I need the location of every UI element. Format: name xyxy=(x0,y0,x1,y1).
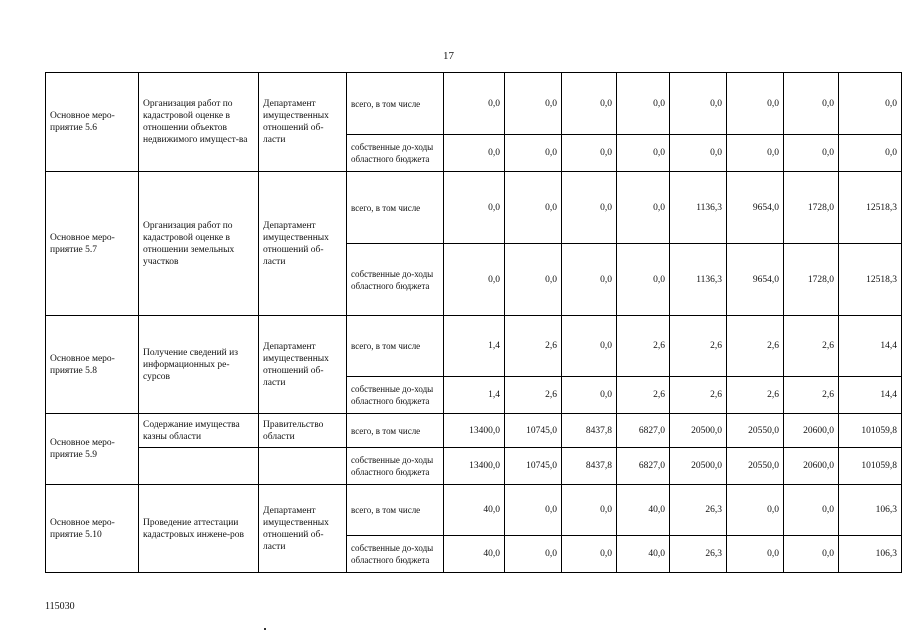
event-name-cell-empty xyxy=(139,448,259,485)
department-cell: Правительство области xyxy=(259,414,347,448)
value-cell: 0,0 xyxy=(670,73,727,135)
footer-code: 115030 xyxy=(45,601,75,612)
value-cell: 26,3 xyxy=(670,536,727,573)
value-cell: 0,0 xyxy=(784,135,839,172)
event-name-cell: Содержание имущества казны области xyxy=(139,414,259,448)
value-cell: 20550,0 xyxy=(727,448,784,485)
department-cell-empty xyxy=(259,448,347,485)
table-row xyxy=(46,172,902,244)
value-cell: 10745,0 xyxy=(505,448,562,485)
value-cell: 8437,8 xyxy=(562,448,617,485)
value-cell: 12518,3 xyxy=(839,244,902,316)
event-cell: Основное меро-приятие 5.9 xyxy=(46,414,139,485)
value-cell: 0,0 xyxy=(784,485,839,536)
event-name-cell: Получение сведений из информационных ре-сурсов xyxy=(139,316,259,414)
value-cell: 0,0 xyxy=(562,485,617,536)
value-cell: 20500,0 xyxy=(670,448,727,485)
table-body xyxy=(46,73,902,573)
value-cell: 0,0 xyxy=(617,73,670,135)
value-cell: 40,0 xyxy=(617,485,670,536)
value-cell: 0,0 xyxy=(784,536,839,573)
value-cell: 0,0 xyxy=(562,536,617,573)
value-cell: 2,6 xyxy=(505,316,562,377)
value-cell: 0,0 xyxy=(617,244,670,316)
value-cell: 6827,0 xyxy=(617,448,670,485)
value-cell: 26,3 xyxy=(670,485,727,536)
value-cell: 0,0 xyxy=(505,244,562,316)
value-cell: 0,0 xyxy=(784,73,839,135)
funding-type-cell: всего, в том числе xyxy=(347,316,444,377)
value-cell: 6827,0 xyxy=(617,414,670,448)
value-cell: 12518,3 xyxy=(839,172,902,244)
budget-table xyxy=(45,72,902,573)
value-cell: 0,0 xyxy=(727,536,784,573)
department-cell: Департамент имущественных отношений об-ласти xyxy=(259,485,347,573)
table-row xyxy=(46,485,902,536)
value-cell: 0,0 xyxy=(505,536,562,573)
value-cell: 0,0 xyxy=(505,172,562,244)
value-cell: 0,0 xyxy=(839,73,902,135)
funding-type-cell: собственные до-ходы областного бюджета xyxy=(347,377,444,414)
value-cell: 14,4 xyxy=(839,377,902,414)
value-cell: 1728,0 xyxy=(784,244,839,316)
value-cell: 40,0 xyxy=(444,485,505,536)
value-cell: 40,0 xyxy=(617,536,670,573)
department-cell: Департамент имущественных отношений об-ласти xyxy=(259,172,347,316)
event-cell: Основное меро-приятие 5.8 xyxy=(46,316,139,414)
funding-type-cell: всего, в том числе xyxy=(347,485,444,536)
page-number: 17 xyxy=(443,50,454,62)
table-row xyxy=(46,73,902,135)
value-cell: 0,0 xyxy=(562,316,617,377)
value-cell: 1136,3 xyxy=(670,244,727,316)
value-cell: 0,0 xyxy=(727,135,784,172)
funding-type-cell: собственные до-ходы областного бюджета xyxy=(347,244,444,316)
funding-type-cell: собственные до-ходы областного бюджета xyxy=(347,536,444,573)
value-cell: 1,4 xyxy=(444,377,505,414)
event-cell: Основное меро-приятие 5.7 xyxy=(46,172,139,316)
value-cell: 0,0 xyxy=(727,485,784,536)
value-cell: 101059,8 xyxy=(839,414,902,448)
value-cell: 0,0 xyxy=(562,377,617,414)
value-cell: 2,6 xyxy=(784,377,839,414)
funding-type-cell: собственные до-ходы областного бюджета xyxy=(347,135,444,172)
value-cell: 2,6 xyxy=(617,377,670,414)
value-cell: 1,4 xyxy=(444,316,505,377)
value-cell: 0,0 xyxy=(617,172,670,244)
value-cell: 2,6 xyxy=(727,316,784,377)
value-cell: 1136,3 xyxy=(670,172,727,244)
event-cell: Основное меро-приятие 5.6 xyxy=(46,73,139,172)
value-cell: 2,6 xyxy=(670,377,727,414)
value-cell: 9654,0 xyxy=(727,244,784,316)
value-cell: 0,0 xyxy=(562,73,617,135)
value-cell: 20550,0 xyxy=(727,414,784,448)
value-cell: 0,0 xyxy=(444,135,505,172)
value-cell: 10745,0 xyxy=(505,414,562,448)
value-cell: 14,4 xyxy=(839,316,902,377)
value-cell: 40,0 xyxy=(444,536,505,573)
funding-type-cell: собственные до-ходы областного бюджета xyxy=(347,448,444,485)
value-cell: 2,6 xyxy=(670,316,727,377)
value-cell: 1728,0 xyxy=(784,172,839,244)
value-cell: 13400,0 xyxy=(444,448,505,485)
value-cell: 0,0 xyxy=(562,135,617,172)
event-name-cell: Проведение аттестации кадастровых инжене-ров xyxy=(139,485,259,573)
value-cell: 8437,8 xyxy=(562,414,617,448)
table-row xyxy=(46,448,902,485)
department-cell: Департамент имущественных отношений об-ласти xyxy=(259,73,347,172)
value-cell: 0,0 xyxy=(727,73,784,135)
value-cell: 9654,0 xyxy=(727,172,784,244)
scan-dot xyxy=(264,628,266,630)
value-cell: 0,0 xyxy=(505,135,562,172)
funding-type-cell: всего, в том числе xyxy=(347,172,444,244)
value-cell: 0,0 xyxy=(562,244,617,316)
value-cell: 0,0 xyxy=(670,135,727,172)
value-cell: 0,0 xyxy=(444,73,505,135)
value-cell: 106,3 xyxy=(839,536,902,573)
event-name-cell: Организация работ по кадастровой оценке в отношении объектов недвижимого имущест-ва xyxy=(139,73,259,172)
value-cell: 0,0 xyxy=(839,135,902,172)
value-cell: 0,0 xyxy=(562,172,617,244)
value-cell: 2,6 xyxy=(727,377,784,414)
value-cell: 0,0 xyxy=(444,244,505,316)
value-cell: 13400,0 xyxy=(444,414,505,448)
table-row xyxy=(46,414,902,448)
event-name-cell: Организация работ по кадастровой оценке в отношении земельных участков xyxy=(139,172,259,316)
value-cell: 2,6 xyxy=(784,316,839,377)
value-cell: 0,0 xyxy=(505,485,562,536)
value-cell: 0,0 xyxy=(505,73,562,135)
value-cell: 2,6 xyxy=(617,316,670,377)
value-cell: 20600,0 xyxy=(784,448,839,485)
value-cell: 20500,0 xyxy=(670,414,727,448)
table-row xyxy=(46,316,902,377)
funding-type-cell: всего, в том числе xyxy=(347,414,444,448)
event-cell: Основное меро-приятие 5.10 xyxy=(46,485,139,573)
value-cell: 2,6 xyxy=(505,377,562,414)
funding-type-cell: всего, в том числе xyxy=(347,73,444,135)
value-cell: 0,0 xyxy=(444,172,505,244)
value-cell: 20600,0 xyxy=(784,414,839,448)
value-cell: 101059,8 xyxy=(839,448,902,485)
value-cell: 0,0 xyxy=(617,135,670,172)
value-cell: 106,3 xyxy=(839,485,902,536)
department-cell: Департамент имущественных отношений об-ласти xyxy=(259,316,347,414)
